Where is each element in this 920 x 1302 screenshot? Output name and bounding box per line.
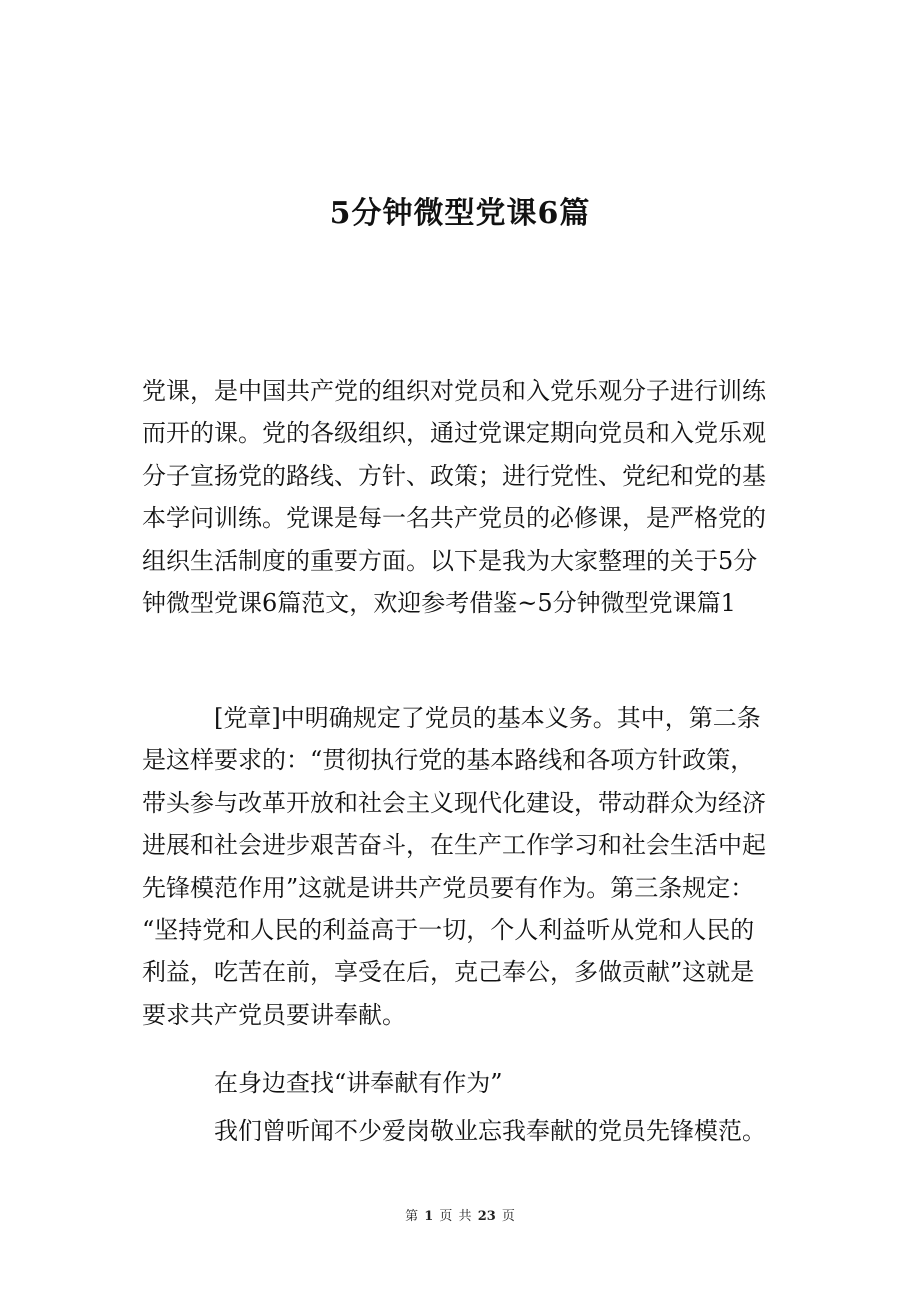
page-footer bbox=[0, 1208, 920, 1226]
section-heading-line: 在身边查找“讲奉献有作为” bbox=[214, 1069, 503, 1097]
party-duty-paragraph: [党章]中明确规定了党员的基本义务。其中，第二条 是这样要求的：“贯彻执行党的基本路线和各项方针政策， 带头参与改革开放和社会主义现代化建设，带动群众为经济 进展和社会进步艰苦奋斗，在生产工作学习和社会生活中起 先锋模范作用”这就是讲共产党员要有作为。第三条规定： “坚持党和人民的利益高于一切，个人利益听从党和人民的 利益，吃苦在前，享受在后，克己奉公，多做贡献”这就是 要求共产党员要讲奉献。 bbox=[142, 704, 766, 1029]
intro-paragraph: 党课，是中国共产党的组织对党员和入党乐观分子进行训练 而开的课。党的各级组织，通过党课定期向党员和入党乐观 分子宣扬党的路线、方针、政策；进行党性、党纪和党的基 本学问训练。党课是每一名共产党员的必修课，是严格党的 组织生活制度的重要方面。以下是我为大家整理的关于5分 钟微型党课6篇范文，欢迎参考借鉴~5分钟微型党课篇1 bbox=[142, 377, 766, 618]
total-page-number: 23 bbox=[477, 1209, 496, 1224]
footer-suffix: 页 bbox=[501, 1209, 515, 1224]
footer-middle: 页 共 bbox=[439, 1209, 472, 1224]
current-page-number: 1 bbox=[424, 1209, 434, 1224]
paragraph-line: 我们曾听闻不少爱岗敬业忘我奉献的党员先锋模范。 bbox=[214, 1117, 766, 1145]
footer-prefix: 第 bbox=[405, 1209, 419, 1224]
document-title: 5分钟微型党课6篇 bbox=[329, 196, 591, 231]
